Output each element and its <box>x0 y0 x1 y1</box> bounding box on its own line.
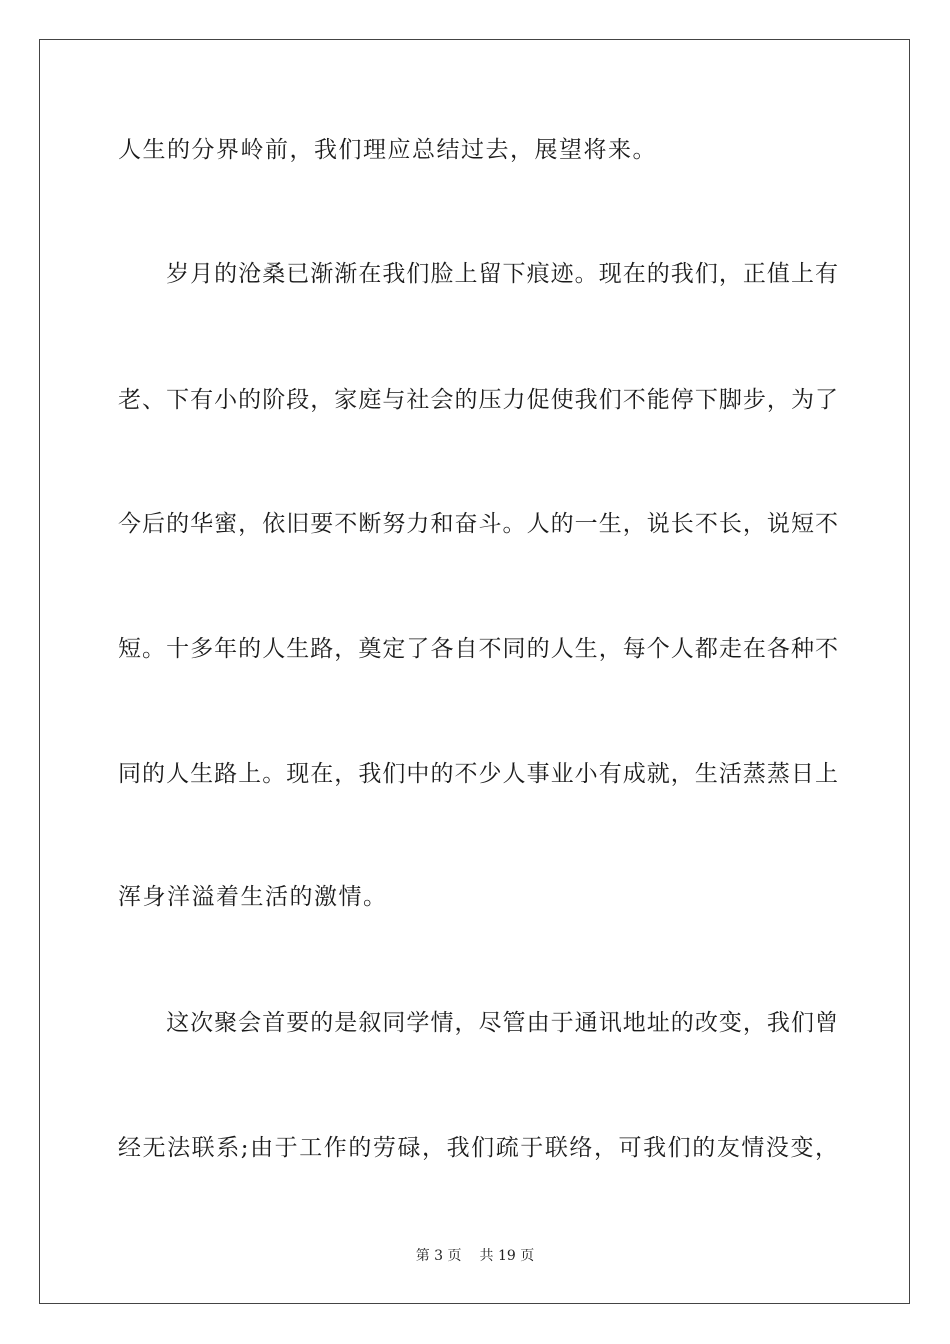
text-line: 岁月的沧桑已渐渐在我们脸上留下痕迹。现在的我们，正值上有 <box>118 261 838 287</box>
page-number: 第 3 页 <box>415 1248 462 1264</box>
text-line: 这次聚会首要的是叙同学情，尽管由于通讯地址的改变，我们曾 <box>118 1010 838 1036</box>
page-footer <box>0 1247 950 1265</box>
text-line: 浑身洋溢着生活的激情。 <box>118 884 388 910</box>
text-line: 今后的华蜜，依旧要不断努力和奋斗。人的一生，说长不长，说短不 <box>118 511 838 537</box>
page-total: 共 19 页 <box>479 1248 535 1264</box>
text-line: 经无法联系;由于工作的劳碌，我们疏于联络，可我们的友情没变， <box>118 1135 838 1161</box>
page-border <box>39 39 910 1304</box>
text-line: 短。十多年的人生路，奠定了各自不同的人生，每个人都走在各种不 <box>118 636 838 662</box>
text-line: 老、下有小的阶段，家庭与社会的压力促使我们不能停下脚步，为了 <box>118 387 838 413</box>
text-line: 同的人生路上。现在，我们中的不少人事业小有成就，生活蒸蒸日上 <box>118 761 838 787</box>
text-line: 人生的分界岭前，我们理应总结过去，展望将来。 <box>118 137 657 163</box>
